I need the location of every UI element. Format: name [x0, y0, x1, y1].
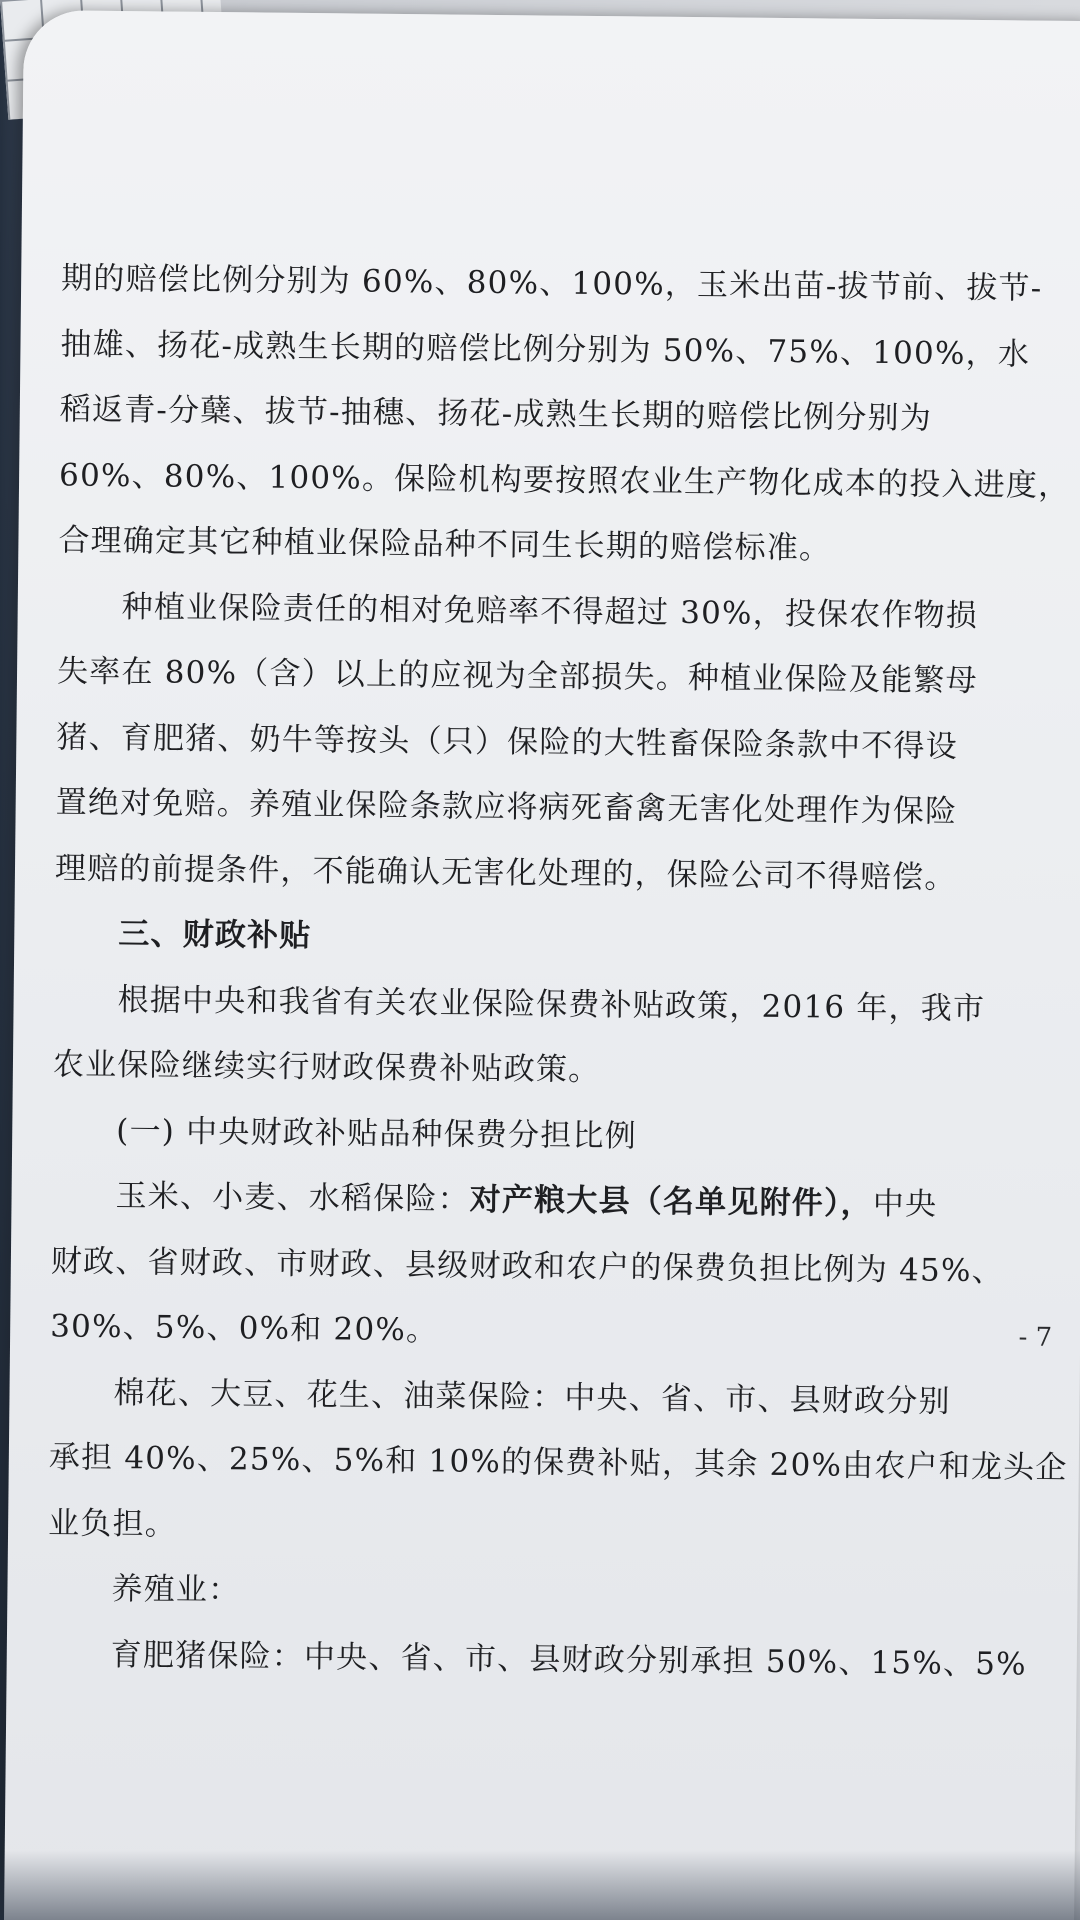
bottom-shadow — [0, 1850, 1080, 1920]
paragraph-start-line: 育肥猪保险：中央、省、市、县财政分别承担 50%、15%、5% — [110, 1636, 1027, 1683]
text-line: 失率在 80%（含）以上的应视为全部损失。种植业保险及能繁母 — [56, 653, 978, 700]
text-line: 理赔的前提条件，不能确认无害化处理的，保险公司不得赔偿。 — [54, 849, 957, 896]
text-line: 抽雄、扬花-成熟生长期的赔偿比例分别为 50%、75%、100%，水 — [60, 325, 1031, 373]
text-line: 期的赔偿比例分别为 60%、80%、100%，玉米出苗-拔节前、拔节- — [61, 260, 1043, 307]
text-line: 承担 40%、25%、5%和 10%的保费补贴，其余 20%由农户和龙头企 — [48, 1439, 1068, 1487]
text-line: 猪、育肥猪、奶牛等按头（只）保险的大牲畜保险条款中不得设 — [56, 718, 959, 765]
bold-text-segment: 对产粮大县（名单见附件）， — [469, 1181, 874, 1222]
text-line: 农业保险继续实行财政保费补贴政策。 — [52, 1046, 601, 1089]
subsection-heading: (一) 中央财政补贴品种保费分担比例 — [116, 1112, 638, 1154]
text-line: 业负担。 — [47, 1504, 178, 1543]
section-heading: 三、财政补贴 — [118, 916, 312, 955]
paragraph-start-line: 根据中央和我省有关农业保险保费补贴政策，2016 年，我市 — [117, 981, 986, 1027]
text-line: 30%、5%、0%和 20%。 — [50, 1308, 439, 1349]
text-segment: 玉米、小麦、水稻保险： — [115, 1178, 470, 1218]
text-segment: 中央 — [872, 1185, 938, 1223]
page-number: - 7 — [1018, 1322, 1053, 1353]
subsection-label: 养殖业： — [111, 1571, 241, 1609]
text-line: 稻返青-分蘖、拔节-抽穗、扬花-成熟生长期的赔偿比例分别为 — [59, 391, 933, 437]
text-line: 60%、80%、100%。保险机构要按照农业生产物化成本的投入进度， — [58, 456, 1071, 504]
text-line: 置绝对免赔。养殖业保险条款应将病死畜禽无害化处理作为保险 — [55, 784, 958, 830]
document-page — [4, 10, 1080, 1920]
paragraph-start-line — [51, 1163, 1062, 1239]
paragraph-start-line: 种植业保险责任的相对免赔率不得超过 30%，投保农作物损 — [121, 588, 979, 634]
paragraph-start-line: 棉花、大豆、花生、油菜保险：中央、省、市、县财政分别 — [113, 1374, 951, 1420]
text-line: 合理确定其它种植业保险品种不同生长期的赔偿标准。 — [58, 522, 832, 567]
text-line: 财政、省财政、市财政、县级财政和农户的保费负担比例为 45%、 — [50, 1242, 1005, 1289]
document-body — [46, 246, 1071, 1697]
